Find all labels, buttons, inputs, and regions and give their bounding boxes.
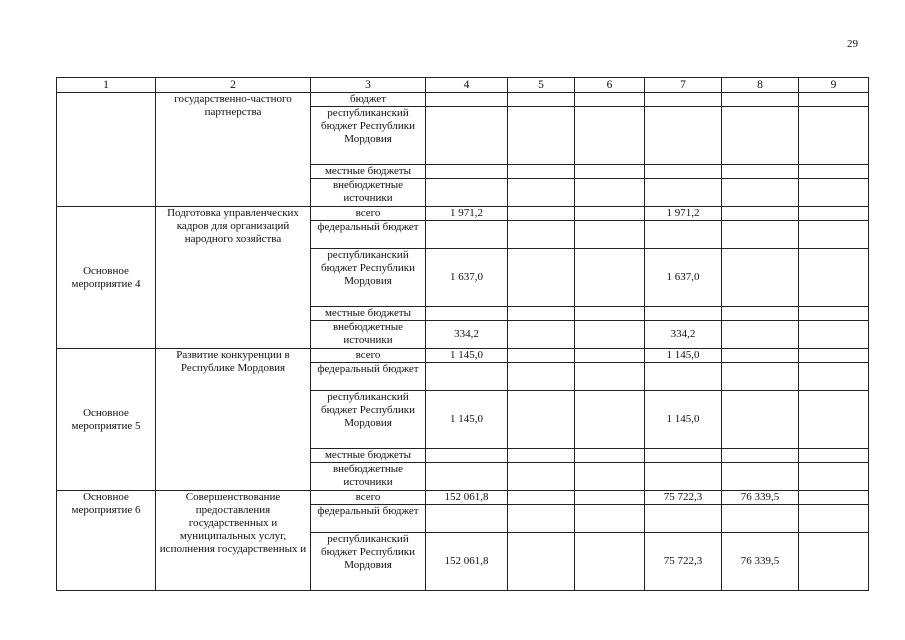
value-cell-6 xyxy=(575,363,645,391)
value-cell-4 xyxy=(426,463,508,491)
value-cell-4: 1 145,0 xyxy=(426,391,508,449)
value-cell-7: 1 971,2 xyxy=(645,207,722,221)
value-cell-5 xyxy=(508,363,575,391)
value-cell-7: 334,2 xyxy=(645,321,722,349)
value-cell-8 xyxy=(722,391,799,449)
value-cell-6 xyxy=(575,391,645,449)
header-cell-5: 5 xyxy=(508,78,575,93)
activity-description-cell: Развитие конкуренции в Республике Мордовия xyxy=(156,349,311,491)
value-cell-8 xyxy=(722,463,799,491)
funding-source-cell: республиканский бюджет Республики Мордовия xyxy=(311,533,426,591)
activity-description-cell: государственно-частного партнерства xyxy=(156,93,311,207)
value-cell-8 xyxy=(722,321,799,349)
activity-name-cell: Основное мероприятие 4 xyxy=(57,207,156,349)
activity-name-cell: Основное мероприятие 5 xyxy=(57,349,156,491)
value-cell-9 xyxy=(799,391,869,449)
header-cell-4: 4 xyxy=(426,78,508,93)
value-cell-7 xyxy=(645,307,722,321)
value-cell-6 xyxy=(575,349,645,363)
value-cell-9 xyxy=(799,321,869,349)
value-cell-8 xyxy=(722,363,799,391)
value-cell-9 xyxy=(799,249,869,307)
header-cell-6: 6 xyxy=(575,78,645,93)
value-cell-6 xyxy=(575,533,645,591)
value-cell-4 xyxy=(426,221,508,249)
value-cell-5 xyxy=(508,93,575,107)
value-cell-9 xyxy=(799,463,869,491)
value-cell-4 xyxy=(426,107,508,165)
funding-source-cell: местные бюджеты xyxy=(311,449,426,463)
value-cell-5 xyxy=(508,207,575,221)
value-cell-9 xyxy=(799,221,869,249)
funding-source-cell: республиканский бюджет Республики Мордовия xyxy=(311,107,426,165)
value-cell-4 xyxy=(426,307,508,321)
funding-source-cell: республиканский бюджет Республики Мордовия xyxy=(311,391,426,449)
value-cell-5 xyxy=(508,107,575,165)
value-cell-8 xyxy=(722,93,799,107)
value-cell-5 xyxy=(508,179,575,207)
value-cell-8 xyxy=(722,221,799,249)
header-cell-1: 1 xyxy=(57,78,156,93)
value-cell-9 xyxy=(799,505,869,533)
funding-source-cell: местные бюджеты xyxy=(311,165,426,179)
value-cell-6 xyxy=(575,93,645,107)
value-cell-6 xyxy=(575,321,645,349)
header-cell-2: 2 xyxy=(156,78,311,93)
value-cell-4: 334,2 xyxy=(426,321,508,349)
value-cell-6 xyxy=(575,249,645,307)
value-cell-4 xyxy=(426,179,508,207)
value-cell-6 xyxy=(575,107,645,165)
value-cell-9 xyxy=(799,491,869,505)
value-cell-7 xyxy=(645,449,722,463)
value-cell-7: 75 722,3 xyxy=(645,533,722,591)
value-cell-8 xyxy=(722,165,799,179)
header-cell-9: 9 xyxy=(799,78,869,93)
value-cell-9 xyxy=(799,449,869,463)
value-cell-6 xyxy=(575,165,645,179)
value-cell-6 xyxy=(575,463,645,491)
funding-source-cell: внебюджетные источники xyxy=(311,179,426,207)
value-cell-4: 1 145,0 xyxy=(426,349,508,363)
value-cell-9 xyxy=(799,107,869,165)
value-cell-5 xyxy=(508,221,575,249)
funding-source-cell: республиканский бюджет Республики Мордовия xyxy=(311,249,426,307)
value-cell-5 xyxy=(508,463,575,491)
activity-name-cell: Основное мероприятие 6 xyxy=(57,491,156,591)
header-row xyxy=(57,78,869,93)
value-cell-5 xyxy=(508,321,575,349)
value-cell-7: 1 145,0 xyxy=(645,391,722,449)
value-cell-5 xyxy=(508,391,575,449)
value-cell-9 xyxy=(799,179,869,207)
value-cell-5 xyxy=(508,165,575,179)
value-cell-8: 76 339,5 xyxy=(722,491,799,505)
activity-description-cell: Подготовка управленческих кадров для организаций народного хозяйства xyxy=(156,207,311,349)
value-cell-9 xyxy=(799,93,869,107)
funding-source-cell: внебюджетные источники xyxy=(311,463,426,491)
value-cell-8 xyxy=(722,307,799,321)
value-cell-8 xyxy=(722,107,799,165)
value-cell-6 xyxy=(575,221,645,249)
value-cell-8: 76 339,5 xyxy=(722,533,799,591)
value-cell-4: 152 061,8 xyxy=(426,533,508,591)
value-cell-7 xyxy=(645,93,722,107)
funding-source-cell: местные бюджеты xyxy=(311,307,426,321)
value-cell-6 xyxy=(575,449,645,463)
header-cell-3: 3 xyxy=(311,78,426,93)
activity-description-cell: Совершенствование предоставления государственных и муниципальных услуг, исполнения государственных и xyxy=(156,491,311,591)
value-cell-7: 1 637,0 xyxy=(645,249,722,307)
header-cell-7: 7 xyxy=(645,78,722,93)
table-row xyxy=(57,349,869,363)
value-cell-4 xyxy=(426,449,508,463)
activity-name-cell xyxy=(57,93,156,207)
value-cell-7 xyxy=(645,179,722,207)
value-cell-7 xyxy=(645,505,722,533)
value-cell-6 xyxy=(575,505,645,533)
value-cell-9 xyxy=(799,207,869,221)
table-row xyxy=(57,207,869,221)
value-cell-9 xyxy=(799,307,869,321)
value-cell-4 xyxy=(426,165,508,179)
value-cell-4 xyxy=(426,505,508,533)
value-cell-5 xyxy=(508,349,575,363)
value-cell-4: 1 637,0 xyxy=(426,249,508,307)
value-cell-7 xyxy=(645,363,722,391)
value-cell-7 xyxy=(645,165,722,179)
value-cell-6 xyxy=(575,207,645,221)
value-cell-8 xyxy=(722,179,799,207)
value-cell-5 xyxy=(508,307,575,321)
value-cell-7 xyxy=(645,107,722,165)
value-cell-6 xyxy=(575,491,645,505)
value-cell-9 xyxy=(799,363,869,391)
value-cell-6 xyxy=(575,179,645,207)
page-number: 29 xyxy=(847,38,858,50)
funding-source-cell: бюджет xyxy=(311,93,426,107)
header-cell-8: 8 xyxy=(722,78,799,93)
funding-source-cell: всего xyxy=(311,491,426,505)
value-cell-4: 152 061,8 xyxy=(426,491,508,505)
table-row xyxy=(57,93,869,107)
funding-source-cell: всего xyxy=(311,349,426,363)
funding-source-cell: всего xyxy=(311,207,426,221)
value-cell-8 xyxy=(722,505,799,533)
value-cell-9 xyxy=(799,533,869,591)
value-cell-4: 1 971,2 xyxy=(426,207,508,221)
value-cell-8 xyxy=(722,249,799,307)
value-cell-4 xyxy=(426,363,508,391)
value-cell-5 xyxy=(508,505,575,533)
funding-source-cell: внебюджетные источники xyxy=(311,321,426,349)
value-cell-5 xyxy=(508,491,575,505)
value-cell-8 xyxy=(722,449,799,463)
value-cell-7: 75 722,3 xyxy=(645,491,722,505)
financing-table xyxy=(56,77,869,591)
value-cell-6 xyxy=(575,307,645,321)
value-cell-5 xyxy=(508,533,575,591)
value-cell-5 xyxy=(508,249,575,307)
value-cell-8 xyxy=(722,349,799,363)
value-cell-4 xyxy=(426,93,508,107)
value-cell-5 xyxy=(508,449,575,463)
funding-source-cell: федеральный бюджет xyxy=(311,363,426,391)
table-row xyxy=(57,491,869,505)
funding-source-cell: федеральный бюджет xyxy=(311,505,426,533)
value-cell-7 xyxy=(645,221,722,249)
value-cell-9 xyxy=(799,165,869,179)
funding-source-cell: федеральный бюджет xyxy=(311,221,426,249)
value-cell-7: 1 145,0 xyxy=(645,349,722,363)
value-cell-9 xyxy=(799,349,869,363)
value-cell-8 xyxy=(722,207,799,221)
value-cell-7 xyxy=(645,463,722,491)
